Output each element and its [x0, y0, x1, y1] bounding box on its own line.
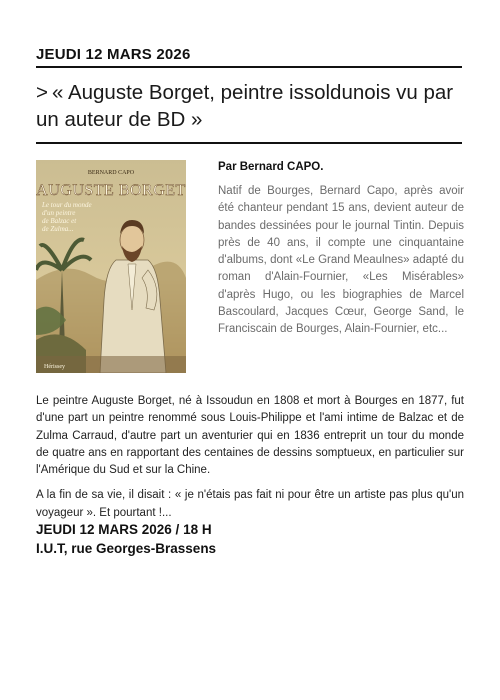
title-divider [36, 142, 462, 144]
cover-subtitle-line: de Balzac et [42, 217, 77, 225]
cover-subtitle-line: de Zulma... [42, 225, 74, 233]
event-location: I.U.T, rue Georges-Brassens [36, 541, 217, 556]
description-paragraph: A la fin de sa vie, il disait : « je n'étais pas fait ni pour être un artiste pas plus qu'un voyageur ». Et pourtant !... [36, 489, 464, 519]
description [36, 393, 464, 530]
event-datetime: JEUDI 12 MARS 2026 / 18 H [36, 522, 212, 537]
title-text: « Auguste Borget, peintre issoldunois vu par un auteur de BD » [36, 81, 454, 131]
cover-publisher: Hérissey [44, 364, 65, 370]
cover-subtitle-line: d'un peintre [42, 209, 76, 217]
arrow-icon: > [36, 81, 48, 104]
date-header: JEUDI 12 MARS 2026 [36, 46, 191, 63]
description-paragraph: Le peintre Auguste Borget, né à Issoudun en 1808 et mort à Bourges en 1877, fut d'une part un peintre renommé sous Louis-Philippe et l'ami intime de Balzac et de Zulma Carraud, d'autre part un aventurier qui en 1836 entreprit un tour du monde de quatre ans en rapportant des centaines de dessins somptueux, en particulier sur l'Amérique du Sud et sur la Chine. [36, 395, 464, 477]
author-name: Par Bernard CAPO. [218, 161, 324, 173]
top-divider [36, 66, 462, 68]
author-bio: Natif de Bourges, Bernard Capo, après avoir été chanteur pendant 15 ans, devient auteur de bandes dessinées pour le journal Tintin. Depuis près de 40 ans, il compte une cinquantaine d'albums, dont «Le Grand Meaulnes» adapté du roman d'Alain-Fournier, «Les Misérables» d'après Hugo, ou les biographies de Marcel Bascoulard, Jacques Cœur, George Sand, le Franciscain de Bourges, Alain-Fournier, etc... [218, 185, 464, 336]
page-title [36, 79, 464, 133]
cover-title: AUGUSTE BORGET [36, 182, 186, 199]
book-cover-image [36, 160, 186, 373]
event-info [36, 520, 216, 558]
author-block [218, 161, 464, 339]
cover-subtitle-line: Le tour du monde [42, 201, 92, 209]
cover-author: BERNARD CAPO [87, 170, 135, 176]
